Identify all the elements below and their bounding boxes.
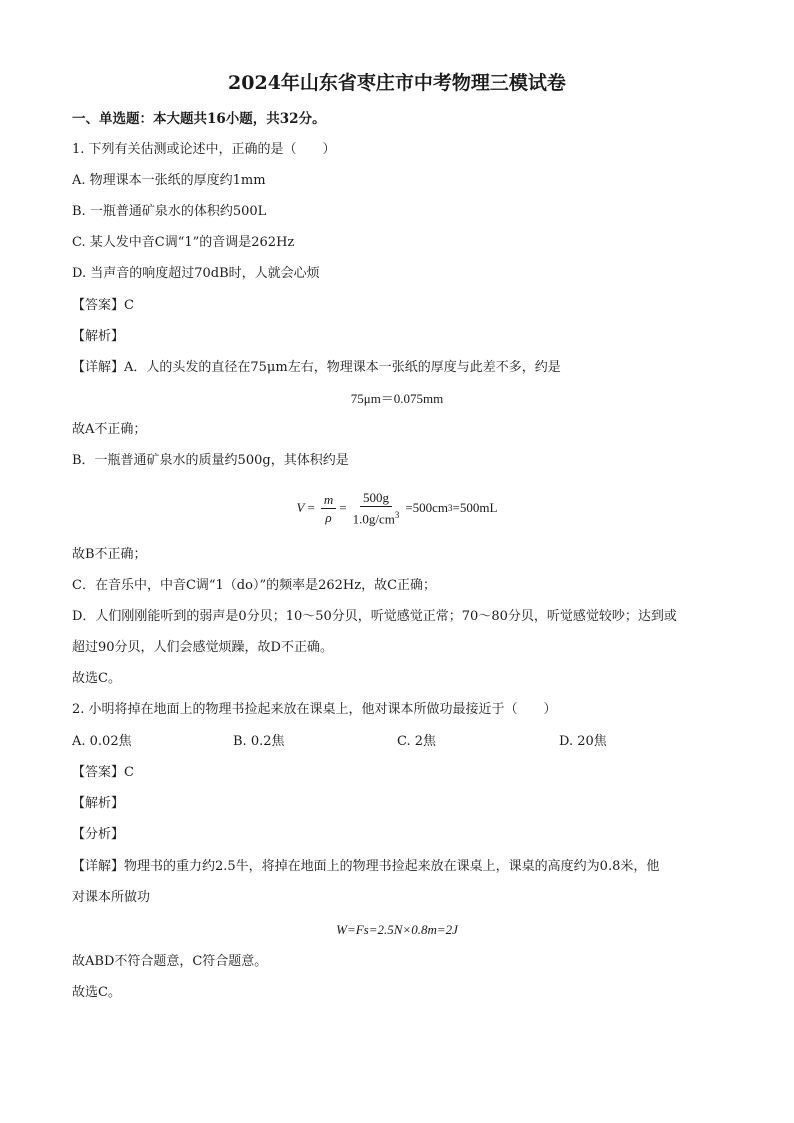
q1-analysis-label: 【解析】 (72, 329, 125, 344)
q1-option-c: C. 某人发中音C调“1”的音调是262Hz (72, 235, 295, 250)
formula-tail1: =500cm (405, 500, 449, 515)
q2-equation: W=Fs=2.5N×0.8m=2J (336, 922, 458, 937)
q1-equation-a: 75μm＝0.075mm (350, 391, 444, 406)
q1-volume-formula (0, 486, 794, 530)
q1-choose: 故选C。 (72, 671, 121, 686)
q2-choose: 故选C。 (72, 985, 121, 1000)
q1-answer: 【答案】C (72, 298, 134, 313)
q2-option-d: D. 20焦 (559, 734, 607, 749)
q1-c-text: C．在音乐中，中音C调“1（do）”的频率是262Hz，故C正确； (72, 578, 437, 593)
q1-a-conclusion: 故A不正确； (72, 422, 147, 437)
formula-value-fraction (350, 489, 403, 527)
formula-m: m (321, 491, 336, 509)
formula-eq2: = (339, 500, 347, 515)
q2-option-b: B. 0.2焦 (233, 734, 285, 749)
q2-analysis2-label: 【分析】 (72, 827, 125, 842)
q2-answer: 【答案】C (72, 765, 134, 780)
formula-v: V (296, 500, 305, 515)
q1-d-text-2: 超过90分贝，人们会感觉烦躁，故D不正确。 (72, 640, 333, 655)
section-heading: 一、单选题：本大题共16小题，共32分。 (72, 111, 326, 127)
q2-option-c: C. 2焦 (397, 734, 437, 749)
q2-conclusion: 故ABD不符合题意，C符合题意。 (72, 954, 268, 969)
q1-option-d: D. 当声音的响度超过70dB时，人就会心烦 (72, 266, 320, 281)
formula-den2: 1.0g/cm (352, 511, 395, 527)
q1-b-text: B．一瓶普通矿泉水的质量约500g，其体积约是 (72, 453, 349, 468)
q2-detail-1: 【详解】物理书的重力约2.5牛，将掉在地面上的物理书捡起来放在课桌上，课桌的高度约为0.8米，他 (72, 859, 660, 874)
formula-den2-sup: 3 (394, 509, 400, 520)
q2-option-a: A. 0.02焦 (72, 734, 132, 749)
q1-b-conclusion: 故B不正确； (72, 547, 147, 562)
formula-tail1-sup: 3 (448, 503, 453, 513)
q1-detail-a: 【详解】A．人的头发的直径在75μm左右，物理课本一张纸的厚度与此差不多，约是 (72, 360, 561, 375)
formula-eq: = (307, 500, 315, 515)
q2-stem: 2. 小明将掉在地面上的物理书捡起来放在课桌上，他对课本所做功最接近于（ ） (72, 702, 557, 717)
q2-analysis-label: 【解析】 (72, 796, 125, 811)
q1-d-text-1: D．人们刚刚能听到的弱声是0分贝；10～50分贝，听觉感觉正常；70～80分贝，听觉感觉较吵；达到或 (72, 609, 677, 624)
q1-option-b: B. 一瓶普通矿泉水的体积约500L (72, 204, 267, 219)
page-title: 2024年山东省枣庄市中考物理三模试卷 (228, 72, 566, 94)
formula-num2: 500g (360, 489, 392, 507)
q1-stem: 1. 下列有关估测或论述中，正确的是（ ） (72, 142, 336, 157)
q1-option-a: A. 物理课本一张纸的厚度约1mm (72, 173, 266, 188)
formula-rho: ρ (325, 509, 332, 525)
q2-detail-2: 对课本所做功 (72, 890, 151, 905)
formula-tail2: =500mL (452, 500, 498, 515)
formula-m-over-rho (321, 491, 336, 526)
